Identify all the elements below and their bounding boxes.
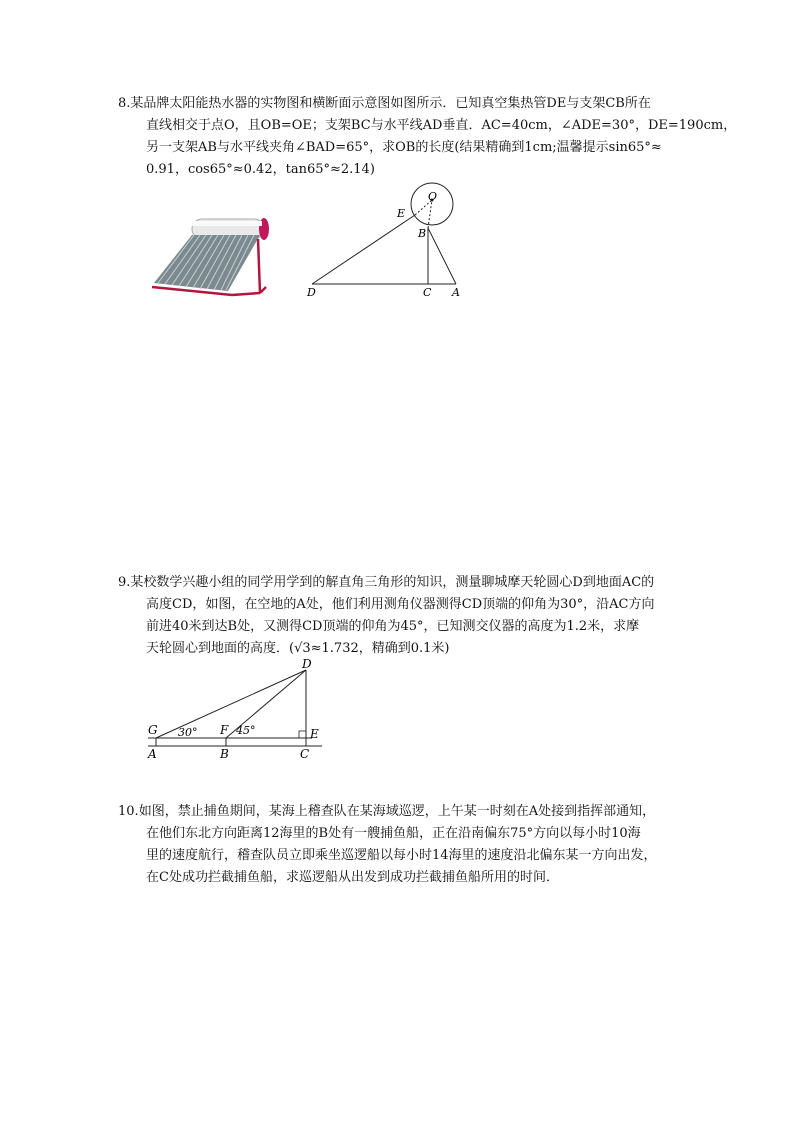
question-8-line-1: 8.某品牌太阳能热水器的实物图和横断面示意图如图所示．已知真空集热管DE与支架CB所在 xyxy=(118,96,651,111)
question-10-line-2: 在他们东北方向距离12海里的B处有一艘捕鱼船，正在沿南偏东75°方向以每小时10海 xyxy=(146,826,641,841)
label-b: B xyxy=(418,227,427,240)
label-c: C xyxy=(300,747,310,761)
question-9-line-4: 天轮圆心到地面的高度．(√3≈1.732，精确到0.1米) xyxy=(146,641,450,656)
question-9 xyxy=(118,572,698,660)
q8-cross-section-diagram xyxy=(300,178,470,300)
question-9-line-1: 9.某校数学兴趣小组的同学用学到的解直角三角形的知识，测量聊城摩天轮圆心D到地面AC的 xyxy=(118,575,655,590)
solar-heater-photo xyxy=(148,195,274,301)
question-10 xyxy=(118,801,698,889)
label-a: A xyxy=(148,747,157,761)
heater-tube-panel xyxy=(154,235,260,291)
question-9-line-3: 前进40米到达B处，又测得CD顶端的仰角为45°，已知测交仪器的高度为1.2米，求摩 xyxy=(146,619,640,634)
line-de xyxy=(312,215,415,284)
angle-45-label: 45° xyxy=(236,724,256,737)
question-8-number: 8. xyxy=(118,96,131,111)
question-9-line-2: 高度CD，如图，在空地的A处，他们利用测角仪器测得CD顶端的仰角为30°，沿AC方向 xyxy=(146,597,655,612)
q9-elevation-diagram xyxy=(142,652,332,764)
label-e: E xyxy=(310,727,319,741)
label-e: E xyxy=(397,207,406,220)
label-o: O xyxy=(428,190,438,203)
label-f: F xyxy=(220,723,229,737)
line-ba xyxy=(428,228,456,284)
label-d: D xyxy=(307,286,316,299)
label-a: A xyxy=(452,286,460,299)
label-g: G xyxy=(148,723,158,737)
question-8-line-2: 直线相交于点O，且OB=OE；支架BC与水平线AD垂直．AC=40cm，∠ADE=30°，DE=190cm， xyxy=(146,118,737,133)
question-10-line-1: 10.如图，禁止捕鱼期间，某海上稽查队在某海域巡逻，上午某一时刻在A处接到指挥部通知， xyxy=(118,804,656,819)
question-10-line-4: 在C处成功拦截捕鱼船，求巡逻船从出发到成功拦截捕鱼船所用的时间． xyxy=(146,870,559,885)
label-b: B xyxy=(220,747,229,761)
question-10-line-3: 里的速度航行，稽查队员立即乘坐巡逻船以每小时14海里的速度沿北偏东某一方向出发， xyxy=(146,848,657,863)
line-bo-dashed xyxy=(428,200,432,228)
question-8-line-4: 0.91，cos65°≈0.42，tan65°≈2.14) xyxy=(146,162,375,177)
question-9-number: 9. xyxy=(118,575,131,590)
label-c: C xyxy=(423,286,432,299)
question-8-line-3: 另一支架AB与水平线夹角∠BAD=65°，求OB的长度(结果精确到1cm;温馨提示sin65°≈ xyxy=(146,140,662,155)
label-d: D xyxy=(302,657,312,671)
question-8 xyxy=(118,93,737,181)
angle-30-label: 30° xyxy=(178,726,198,739)
question-10-number: 10. xyxy=(118,804,139,819)
right-angle-mark xyxy=(299,731,306,738)
